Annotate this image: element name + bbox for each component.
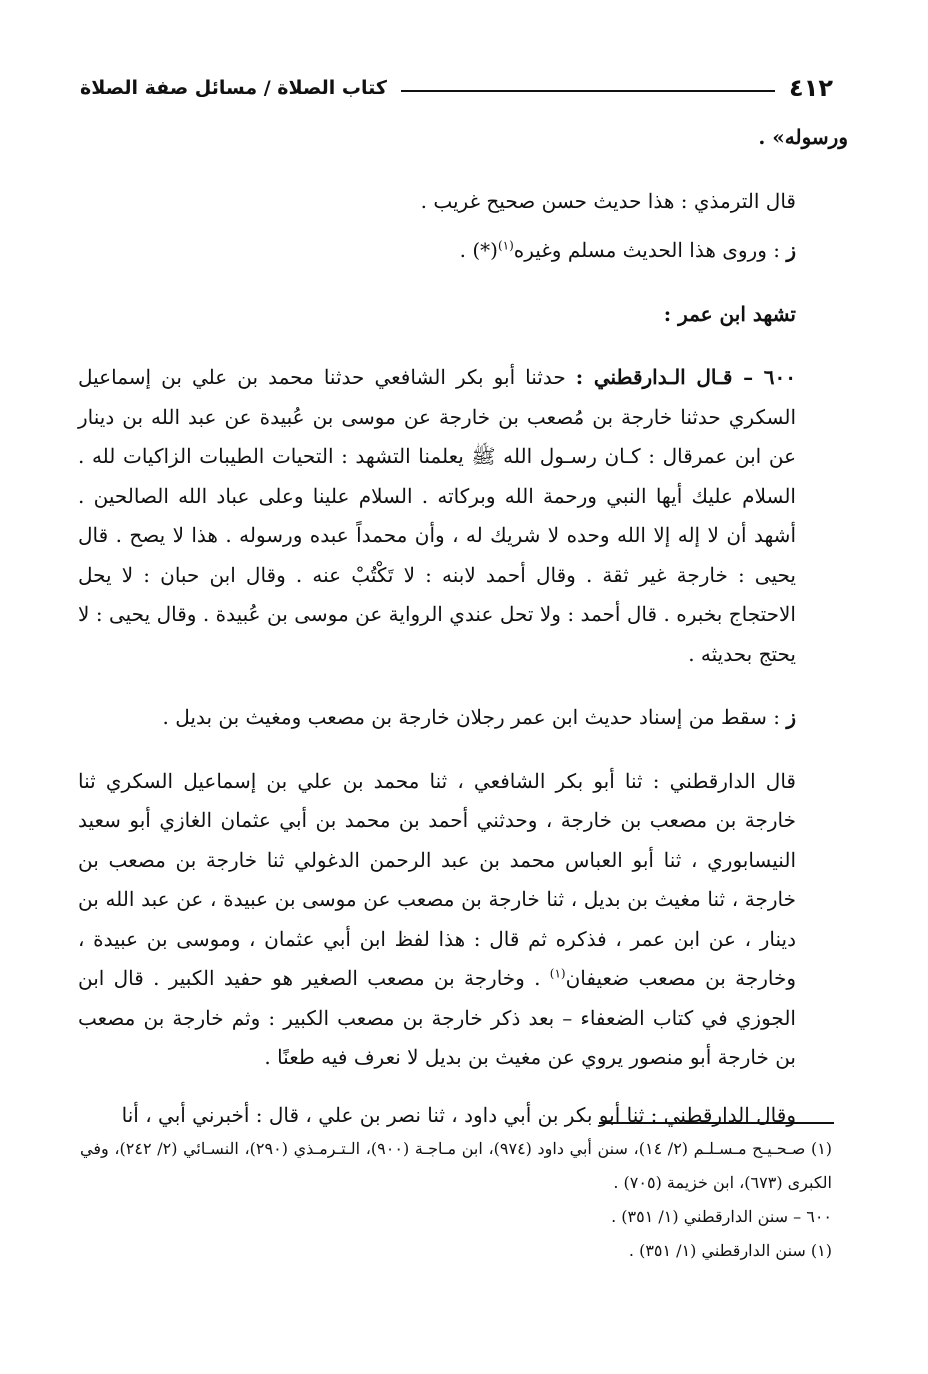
page-header <box>80 68 833 108</box>
page-body <box>78 118 848 1135</box>
daraqutni-text-a: قال الدارقطني : ثنا أبو بكر الشافعي ، ثنا محمد بن علي بن إسماعيل السكري ثنا خارجة بن مصعب بن خارجة ، وحدثني أحمد بن محمد بن أبي عثمان الغازي أبو سعيد النيسابوري ، ثنا أبو العباس محمد بن عبد الرحمن الدغولي ثنا خارجة بن مصعب بن خارجة ، ثنا مغيث بن بديل ، ثنا خارجة بن مصعب عن موسى بن عبيدة ، عن عبد الله بن دينار ، عن ابن عمر ، فذكره ثم قال : هذا لفظ ابن أبي عثمان ، وموسى بن عبيدة ، وخارجة بن مصعب ضعيفان <box>78 768 796 990</box>
hadith-number-lead: ٦٠٠ – قـال الـدارقطني : <box>575 365 796 389</box>
footnote-1: (١) صـحـيـح مـسـلـم (٢/ ١٤)، سنن أبي داود (٩٧٤)، ابن مـاجـة (٩٠٠)، الـتـرمـذي (٢٩٠)، النسـائي (٢/ ٢٤٢)، وفي الكبرى (٦٧٣)، ابن خزيمة (٧٠٥) . <box>80 1139 833 1192</box>
footnote-2: (١) سنن الدارقطني (١/ ٣٥١) . <box>628 1241 832 1260</box>
note-marker: ز <box>786 238 796 262</box>
running-title: كتاب الصلاة / مسائل صفة الصلاة <box>80 77 387 99</box>
footnotes <box>80 1132 832 1268</box>
paragraph-daraqutni-2: وقال الدارقطني : ثنا أبو بكر بن أبي داود ، ثنا نصر بن علي ، قال : أخبرني أبي ، أنا <box>121 1102 796 1127</box>
note-marker: ز <box>786 705 796 729</box>
note-end: (*) . <box>459 238 498 262</box>
footnote-ref[interactable]: (١) <box>497 238 514 253</box>
footnote-ref[interactable]: (١) <box>549 966 566 981</box>
header-rule <box>401 90 775 92</box>
paragraph-note-isnad <box>78 698 848 738</box>
daraqutni-text-b: . وخارجة بن مصعب الصغير هو حفيد الكبير . قال ابن الجوزي في كتاب الضعفاء – بعد ذكر خارجة بن مصعب الكبير : وثم خارجة بن مصعب بن خارجة أبو منصور يروي عن مغيث بن بديل لا نعرف فيه طعنًا . <box>78 966 796 1069</box>
section-heading: تشهد ابن عمر : <box>663 301 796 326</box>
paragraph-tirmidhi: قال الترمذي : هذا حديث حسن صحيح غريب . <box>420 188 796 213</box>
page-number: ٤١٢ <box>789 74 833 102</box>
paragraph-note-muslim <box>78 231 848 271</box>
hadith-text: حدثنا أبو بكر الشافعي حدثنا محمد بن علي بن إسماعيل السكري حدثنا خارجة بن مُصعب بن خارجة عن موسى بن عُبيدة عن عبد الله بن دينار عن ابن عمرقال : كـان رسـول الله ﷺ يعلمنا التشهد : التحيات الطيبات الزاكيات لله . السلام عليك أيها النبي ورحمة الله وبركاته . السلام علينا وعلى عباد الله الصالحين . أشهد أن لا إله إلا الله وحده لا شريك له ، وأن محمداً عبده ورسوله . هذا لا يصح . قال يحيى : خارجة غير ثقة . وقال أحمد لابنه : لا تَكْتُبْ عنه . وقال ابن حبان : لا يحل الاحتجاج بخبره . قال أحمد : ولا تحل عندي الرواية عن موسى بن عُبيدة . وقال يحيى : لا يحتج بحديثه . <box>78 365 796 666</box>
footnote-rule <box>599 1122 834 1124</box>
footnote-600: ٦٠٠ – سنن الدارقطني (١/ ٣٥١) . <box>611 1207 832 1226</box>
paragraph-continuation: ورسوله» . <box>758 125 848 149</box>
note-text: : وروى هذا الحديث مسلم وغيره <box>513 238 780 262</box>
paragraph-daraqutni <box>78 762 848 1078</box>
note-text: : سقط من إسناد حديث ابن عمر رجلان خارجة بن مصعب ومغيث بن بديل . <box>162 705 780 729</box>
paragraph-hadith-600 <box>78 358 848 674</box>
